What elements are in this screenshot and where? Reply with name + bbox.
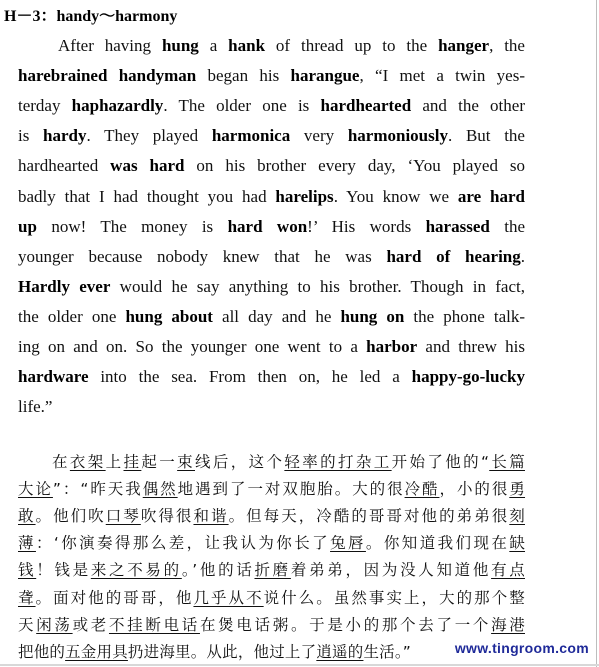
chinese-line [52, 449, 525, 475]
text-run: 。他们吹 [35, 507, 106, 526]
text-run: the older one [18, 306, 126, 326]
vocab-term: harmonica [211, 126, 291, 146]
vocab-translation: 闲荡 [36, 615, 73, 634]
vocab-translation: 偶然 [142, 480, 178, 499]
text-run: all day and he [212, 306, 341, 326]
vocab-translation: 口琴 [105, 507, 141, 526]
english-line [18, 395, 525, 419]
text-run: life.” [18, 397, 53, 417]
text-run: into the sea. From then on, he led a [88, 367, 412, 387]
vocab-term: harbor [366, 337, 418, 356]
vocab-term: up [18, 216, 37, 236]
vocab-translation: 逍遥的 [316, 642, 364, 661]
chinese-line [18, 476, 525, 502]
english-line [18, 185, 525, 209]
vocab-translation: 敢 [18, 507, 36, 526]
text-run: 着弟弟，因为没人知道他 [290, 561, 492, 580]
text-run: 说什么。虽然事实上，大的那个整 [263, 588, 525, 607]
right-margin-line [596, 0, 597, 667]
text-run: would he say anything to his brother. Though in fact, [110, 276, 525, 296]
english-line [18, 275, 525, 299]
vocab-term: was hard [110, 156, 185, 176]
text-run: 开始了他的“ [391, 453, 490, 471]
text-run: 或老 [72, 615, 109, 634]
text-run: . They played [86, 126, 212, 146]
text-run: terday [18, 96, 72, 116]
english-line [18, 335, 525, 359]
text-run: After having [58, 36, 162, 55]
text-run: 。’他的话 [181, 561, 255, 580]
text-run: 上 [105, 453, 124, 471]
vocab-translation: 和谐 [193, 507, 229, 526]
text-run: now! The money is [36, 216, 228, 236]
english-line [18, 365, 525, 389]
text-run: ing on and on. So the younger one went to a [18, 337, 367, 356]
vocab-term: hanger [438, 36, 490, 55]
text-run: ，小的很 [439, 480, 510, 499]
text-run: very [290, 126, 348, 146]
vocab-translation: 钱 [18, 561, 37, 580]
vocab-term: harassed [425, 216, 490, 236]
text-run: 在 [52, 453, 70, 471]
vocab-translation: 几乎从不 [193, 588, 264, 607]
vocab-translation: 长篇 [489, 453, 525, 471]
vocab-translation: 兔唇 [330, 534, 366, 553]
vocab-translation: 来之不易的 [90, 561, 182, 580]
text-run: hardhearted [18, 156, 111, 176]
vocab-translation: 海港 [491, 615, 525, 634]
vocab-term: harmoniously [347, 126, 448, 146]
text-run: younger because nobody knew that he was [18, 246, 387, 266]
vocab-translation: 不挂断电话 [108, 615, 200, 634]
english-line [18, 154, 525, 178]
text-run: 在煲电话粥。于是小的那个去了一个 [199, 615, 492, 634]
vocab-translation: 大论 [18, 480, 53, 499]
chinese-line [18, 639, 525, 665]
vocab-translation: 挂 [123, 453, 142, 471]
chinese-line [18, 612, 525, 638]
english-line [58, 34, 525, 58]
vocab-term: hardware [18, 367, 89, 387]
english-line [18, 94, 525, 118]
chinese-line [18, 585, 525, 611]
vocab-translation: 折磨 [254, 561, 291, 580]
vocab-translation: 轻率的 [284, 453, 338, 471]
english-line [18, 124, 525, 148]
vocab-translation: 薄 [18, 534, 36, 553]
text-run: ！钱是 [36, 561, 91, 580]
vocab-term: hardy [43, 126, 87, 146]
english-line [18, 245, 525, 269]
vocab-translation: 冷酷 [404, 480, 440, 499]
vocab-term: harangue [290, 66, 360, 86]
text-run: 。但每天，冷酷的哥哥对他的弟弟很 [228, 507, 510, 526]
text-run: a [198, 36, 229, 55]
text-run: and threw his [417, 337, 526, 356]
vocab-term: are hard [457, 186, 525, 206]
vocab-translation: 打杂工 [338, 453, 392, 471]
vocab-translation: 束 [177, 453, 195, 471]
text-run: the [489, 216, 525, 236]
vocab-term: hardhearted [320, 96, 412, 116]
text-run: . [520, 246, 525, 266]
vocab-translation: 刻 [509, 507, 525, 526]
text-run: 地遇到了一对双胞胎。大的很 [177, 480, 405, 499]
text-run: !’ His words [307, 216, 426, 236]
vocab-translation: 勇 [509, 480, 526, 499]
english-line [18, 215, 525, 239]
text-run: . The older one is [163, 96, 321, 116]
vocab-term: hung about [125, 306, 213, 326]
text-run: is [18, 126, 44, 146]
text-run: 线后，这个 [195, 453, 285, 471]
vocab-term: hard won [227, 216, 308, 236]
text-run: ”：“昨天我 [52, 480, 143, 499]
text-run: 扔进海里。从此，他过上了 [127, 642, 317, 661]
chinese-line [18, 503, 525, 529]
vocab-term: hank [228, 36, 266, 55]
vocab-term: hung on [340, 306, 405, 326]
chinese-line [18, 530, 525, 556]
text-run: , the [489, 36, 525, 55]
bottom-border [0, 664, 599, 666]
watermark: www.tingroom.com [454, 640, 589, 656]
text-run: . But the [447, 126, 525, 146]
text-run: of thread up to the [265, 36, 439, 55]
vocab-translation: 衣架 [69, 453, 106, 471]
vocab-term: Hardly ever [18, 276, 111, 296]
vocab-term: happy-go-lucky [411, 367, 525, 387]
vocab-term: hard of hearing [386, 246, 521, 266]
vocab-translation: 缺 [509, 534, 526, 553]
vocab-translation: 五金用具 [65, 642, 128, 661]
text-run: began his [196, 66, 291, 86]
text-run: the phone talk- [404, 306, 525, 326]
text-run: 。你知道我们现在 [365, 534, 510, 553]
text-run: 天 [18, 615, 37, 634]
text-run: badly that I had thought you had [18, 186, 276, 206]
text-run: 。面对他的哥哥，他 [35, 588, 194, 607]
vocab-term: hung [161, 36, 199, 55]
text-run: and the other [411, 96, 525, 116]
section-title: H－3：handy～harmony [4, 8, 178, 25]
text-run: on his brother every day, ‘You played so [184, 156, 525, 176]
chinese-line [18, 557, 525, 583]
text-run: 吹得很 [140, 507, 194, 526]
vocab-term: haphazardly [71, 96, 164, 116]
text-run: 把他的 [18, 642, 66, 661]
vocab-translation: 聋 [18, 588, 36, 607]
vocab-term: harelips [275, 186, 334, 206]
text-run: 起一 [141, 453, 178, 471]
text-run: 生活。” [363, 642, 412, 661]
vocab-translation: 有点 [491, 561, 525, 580]
text-run: ：‘你演奏得那么差，让我认为你长了 [35, 534, 331, 553]
english-line [18, 64, 525, 88]
vocab-term: harebrained handyman [18, 66, 197, 86]
english-line [18, 305, 525, 329]
text-run: . You know we [333, 186, 458, 206]
text-run: , “I met a twin yes- [359, 66, 525, 86]
